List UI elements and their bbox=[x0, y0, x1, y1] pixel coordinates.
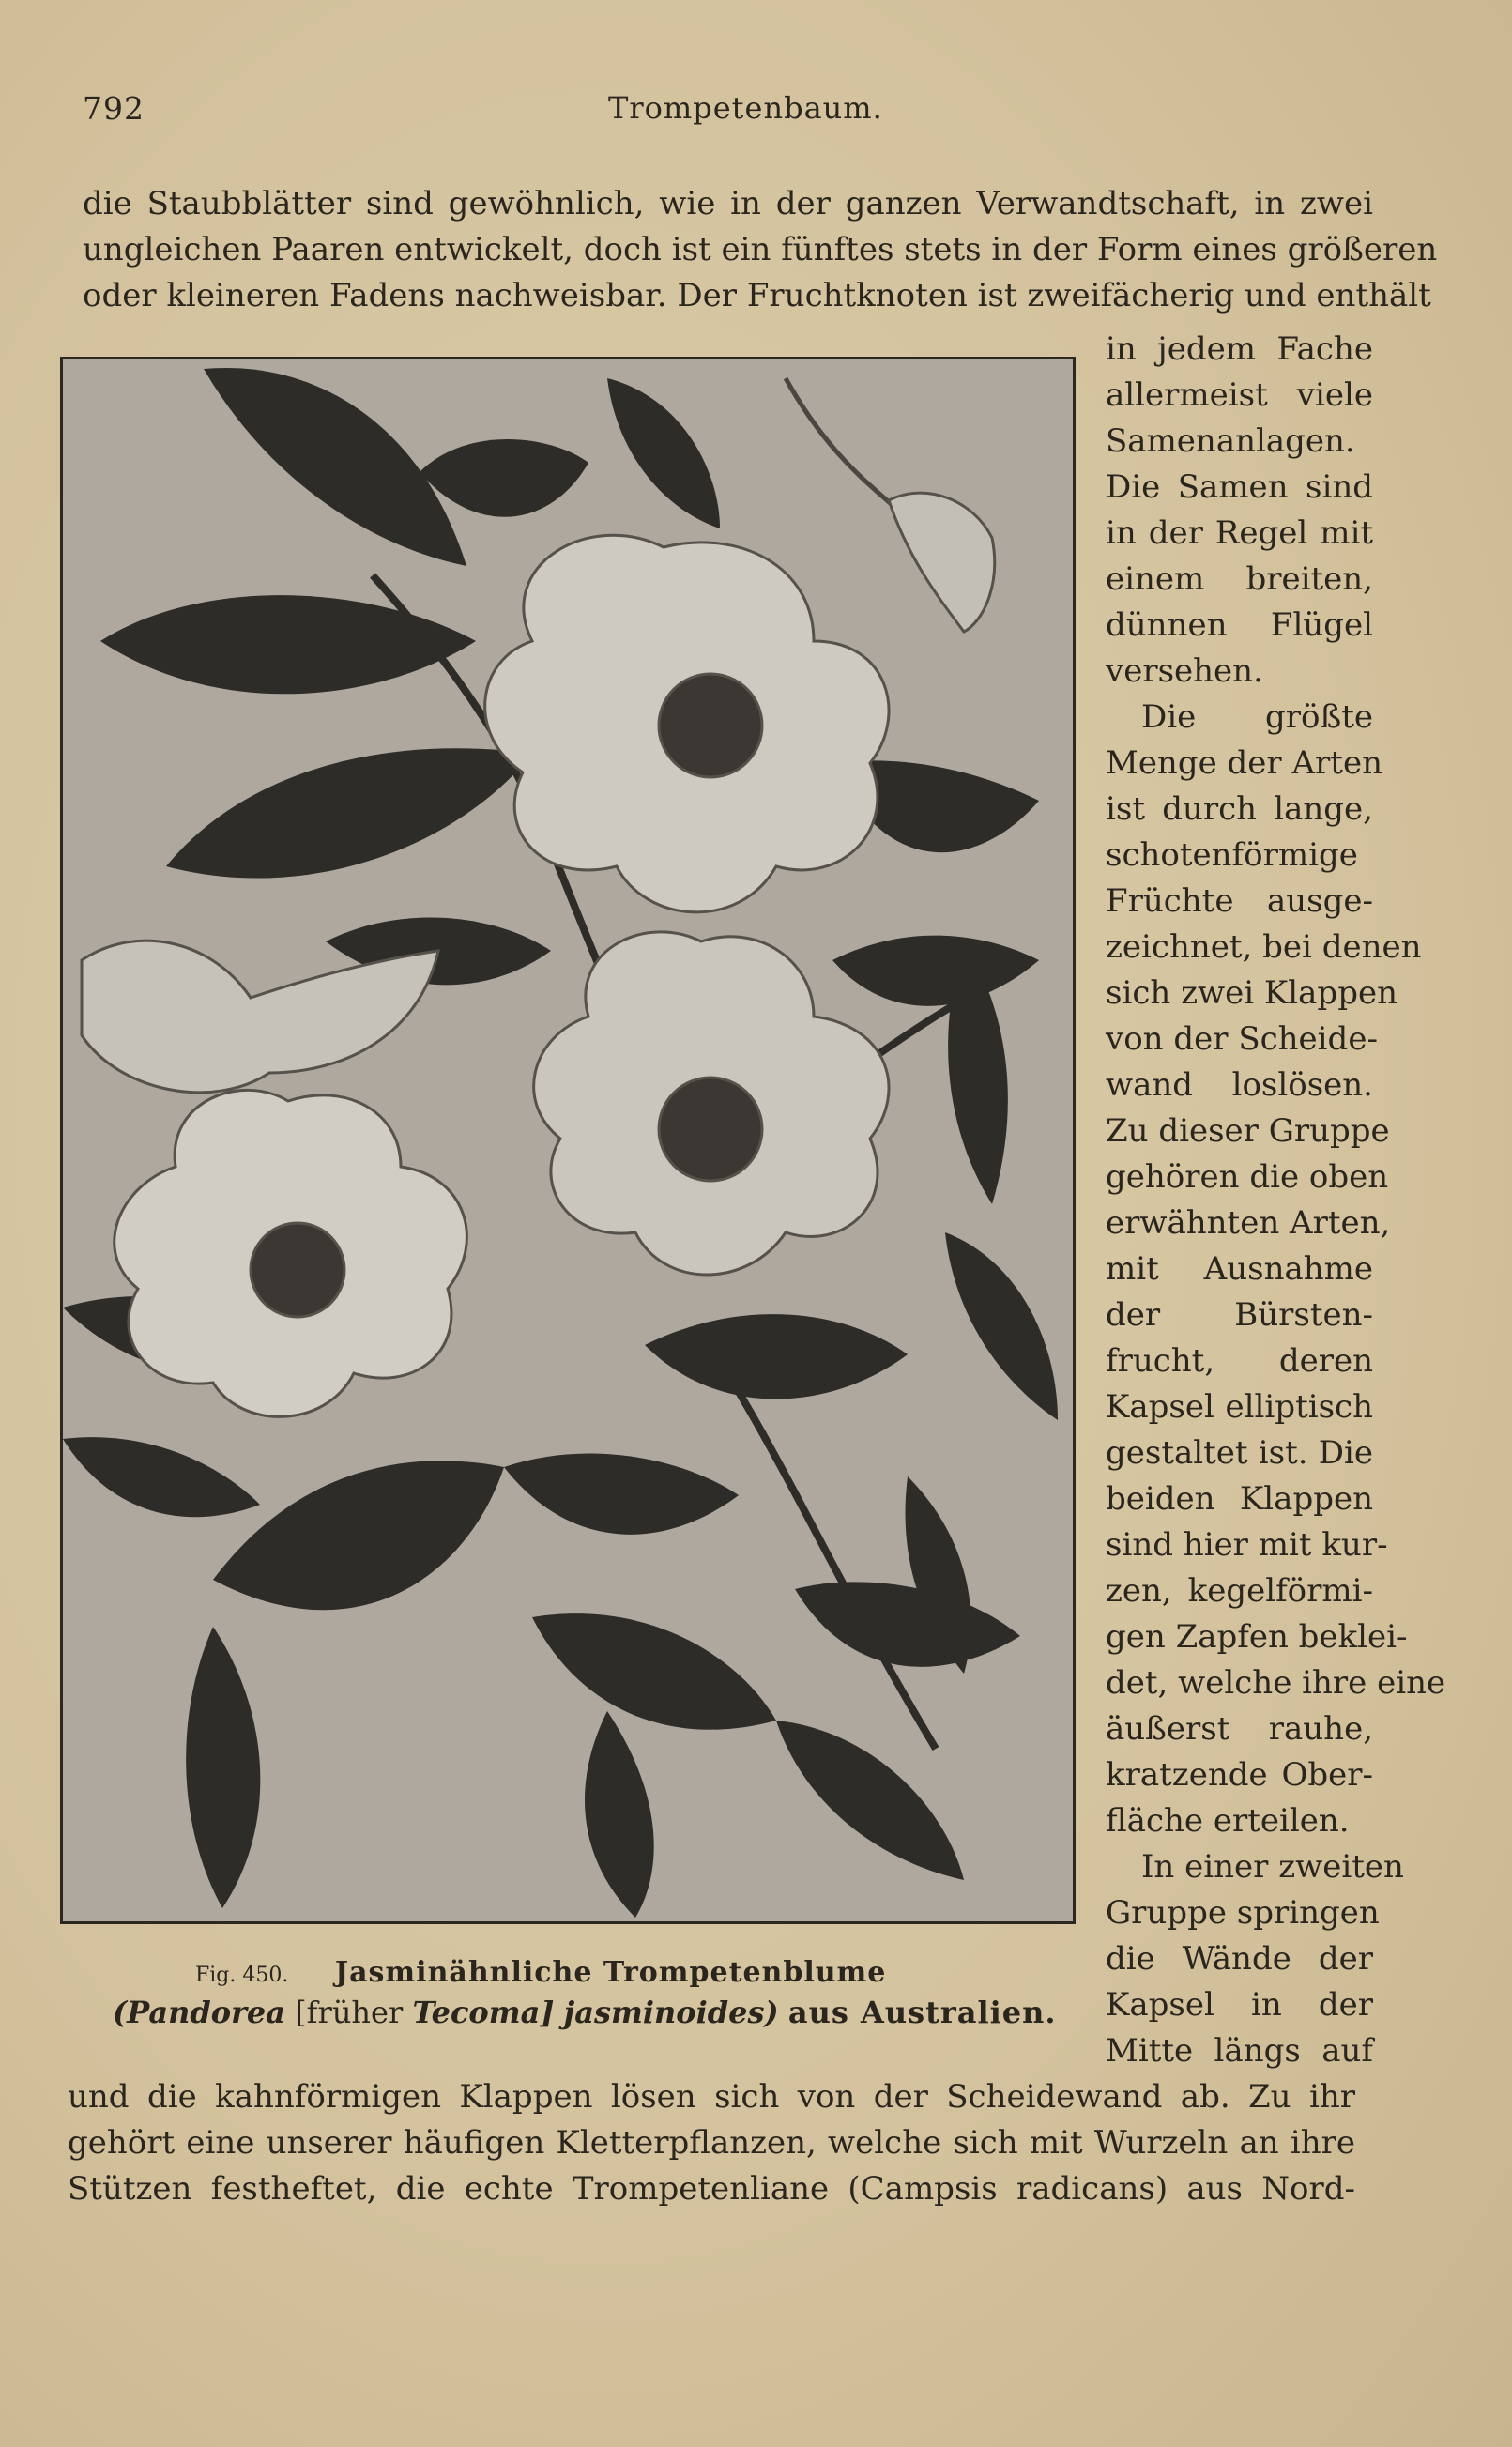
text-line: gehört eine unserer häufigen Kletterpflanzen, welche sich mit Wurzeln an ihre bbox=[68, 2124, 1355, 2162]
side-text-line: ist durch lange, bbox=[1106, 790, 1373, 828]
former-genus: Tecoma] bbox=[412, 1995, 555, 2030]
figure-caption-species bbox=[113, 1992, 1057, 2033]
side-text-line: zen, kegelförmi- bbox=[1106, 1572, 1373, 1610]
side-text-line: der Bürsten- bbox=[1106, 1296, 1373, 1334]
side-text-line: Kapsel elliptisch bbox=[1106, 1388, 1373, 1426]
side-text-line: Kapsel in der bbox=[1106, 1986, 1373, 2024]
text-line: ungleichen Paaren entwickelt, doch ist ein fünftes stets in der Form eines größeren bbox=[83, 231, 1438, 268]
figure-title: Jasminähnliche Trompetenblume bbox=[334, 1956, 887, 1989]
text-line: die Staubblätter sind gewöhnlich, wie in der ganzen Verwandtschaft, in zwei bbox=[83, 185, 1373, 222]
side-text-line: Samenanlagen. bbox=[1106, 422, 1355, 460]
side-text-line: In einer zweiten bbox=[1141, 1848, 1404, 1886]
side-text-line: allermeist viele bbox=[1106, 376, 1373, 414]
side-text-line: wand loslösen. bbox=[1106, 1066, 1373, 1104]
species-name: jasminoides) bbox=[563, 1995, 779, 2030]
text-line: Stützen festheftet, die echte Trompetenliane (Campsis radicans) aus Nord- bbox=[68, 2170, 1355, 2208]
figure-illustration bbox=[60, 357, 1076, 1924]
side-text-line: von der Scheide- bbox=[1106, 1020, 1378, 1058]
side-text-line: zeichnet, bei denen bbox=[1106, 928, 1422, 966]
side-text-line: Menge der Arten bbox=[1106, 744, 1382, 782]
genus-name: (Pandorea bbox=[113, 1995, 286, 2030]
running-title: Trompetenbaum. bbox=[608, 90, 883, 126]
side-text-line: Zu dieser Gruppe bbox=[1106, 1112, 1390, 1150]
origin-text: aus Australien. bbox=[787, 1995, 1057, 2030]
side-text-line: Die größte bbox=[1141, 698, 1373, 736]
side-text-line: die Wände der bbox=[1106, 1940, 1373, 1978]
side-text-line: beiden Klappen bbox=[1106, 1480, 1373, 1518]
side-text-line: kratzende Ober- bbox=[1106, 1756, 1373, 1794]
side-text-line: gestaltet ist. Die bbox=[1106, 1434, 1373, 1472]
side-text-line: gen Zapfen beklei- bbox=[1106, 1618, 1408, 1656]
side-text-line: äußerst rauhe, bbox=[1106, 1710, 1373, 1748]
side-text-line: Gruppe springen bbox=[1106, 1894, 1380, 1932]
side-text-line: mit Ausnahme bbox=[1106, 1250, 1373, 1288]
side-text-line: schotenförmige bbox=[1106, 836, 1358, 874]
formerly-note: [früher bbox=[295, 1995, 404, 2030]
running-head bbox=[83, 90, 1371, 135]
trumpet-flower-illustration bbox=[63, 359, 1073, 1921]
side-text-line: dünnen Flügel bbox=[1106, 606, 1373, 644]
figure-label: Fig. 450. bbox=[195, 1964, 289, 1987]
text-line: und die kahnförmigen Klappen lösen sich von der Scheidewand ab. Zu ihr bbox=[68, 2078, 1355, 2116]
side-text-line: fläche erteilen. bbox=[1106, 1802, 1350, 1840]
side-text-line: Früchte ausge- bbox=[1106, 882, 1373, 920]
page-number: 792 bbox=[83, 90, 145, 127]
side-text-line: Mitte längs auf bbox=[1106, 2032, 1373, 2070]
side-text-line: det, welche ihre eine bbox=[1106, 1664, 1446, 1702]
side-text-line: einem breiten, bbox=[1106, 560, 1373, 598]
text-line: oder kleineren Fadens nachweisbar. Der Fruchtknoten ist zweifächerig und enthält bbox=[83, 277, 1431, 314]
side-text-line: sich zwei Klappen bbox=[1106, 974, 1397, 1012]
side-text-line: gehören die oben bbox=[1106, 1158, 1389, 1196]
side-text-line: Die Samen sind bbox=[1106, 468, 1373, 506]
side-text-line: versehen. bbox=[1106, 652, 1263, 690]
side-text-line: frucht, deren bbox=[1106, 1342, 1373, 1380]
figure-caption-title bbox=[113, 1954, 1032, 1995]
side-text-line: in der Regel mit bbox=[1106, 514, 1373, 552]
side-text-line: erwähnten Arten, bbox=[1106, 1204, 1391, 1242]
side-text-line: in jedem Fache bbox=[1106, 330, 1373, 368]
side-text-line: sind hier mit kur- bbox=[1106, 1526, 1388, 1564]
